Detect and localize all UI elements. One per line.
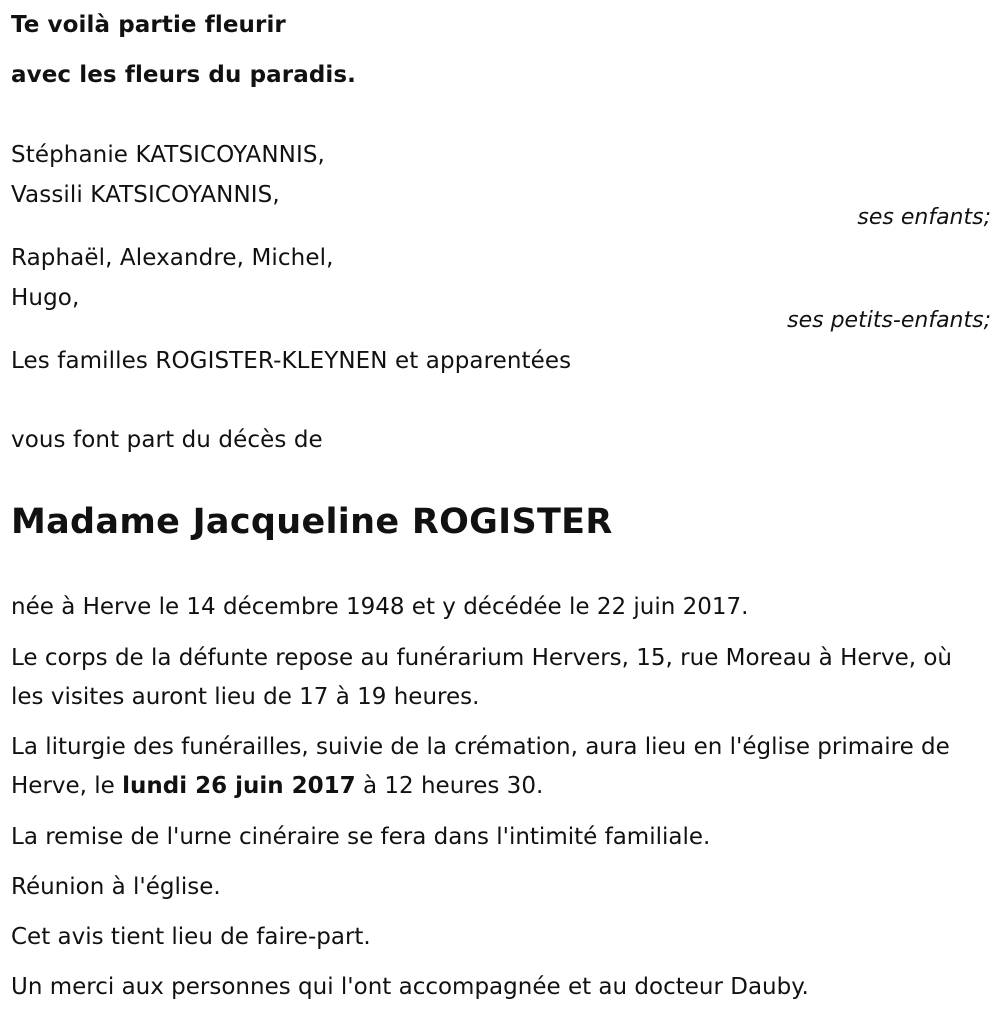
urn-paragraph: La remise de l'urne cinéraire se fera dans l'intimité familiale. xyxy=(11,824,711,850)
epitaph-line-1: Te voilà partie fleurir xyxy=(11,12,286,38)
announcement-line: vous font part du décès de xyxy=(11,427,323,453)
children-relation: ses enfants; xyxy=(857,205,991,230)
epitaph-line-2: avec les fleurs du paradis. xyxy=(11,62,357,88)
reunion-paragraph: Réunion à l'église. xyxy=(11,874,221,900)
liturgy-text-after: à 12 heures 30. xyxy=(355,773,544,799)
grandchildren-relation: ses petits-enfants; xyxy=(787,308,991,333)
liturgy-text-before: La liturgie des funérailles, suivie de la crémation, aura lieu en l'église primaire de Herve, le xyxy=(11,734,950,799)
liturgy-date: lundi 26 juin 2017 xyxy=(122,773,356,799)
notice-paragraph: Cet avis tient lieu de faire-part. xyxy=(11,924,371,950)
deceased-name: Madame Jacqueline ROGISTER xyxy=(11,502,613,542)
wake-paragraph: Le corps de la défunte repose au funérarium Hervers, 15, rue Moreau à Herve, où les visites auront lieu de 17 à 19 heures. xyxy=(11,645,953,710)
grandchildren-names-2: Hugo, xyxy=(11,285,80,311)
thanks-paragraph: Un merci aux personnes qui l'ont accompagnée et au docteur Dauby. xyxy=(11,974,809,1000)
liturgy-paragraph xyxy=(11,728,986,806)
obituary-notice xyxy=(11,0,991,1021)
families-line: Les familles ROGISTER-KLEYNEN et apparentées xyxy=(11,348,572,374)
child-name-2: Vassili KATSICOYANNIS, xyxy=(11,182,280,208)
birth-death-paragraph: née à Herve le 14 décembre 1948 et y décédée le 22 juin 2017. xyxy=(11,594,749,620)
grandchildren-names-1: Raphaël, Alexandre, Michel, xyxy=(11,245,334,271)
child-name-1: Stéphanie KATSICOYANNIS, xyxy=(11,142,325,168)
